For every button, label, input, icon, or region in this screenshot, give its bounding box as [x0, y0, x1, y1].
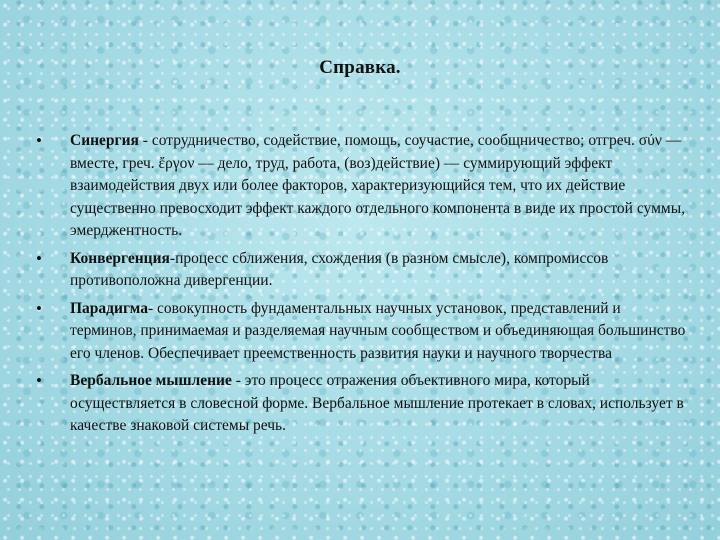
bullet-icon: •: [36, 298, 42, 318]
term-definition: -процесс сближения, схождения (в разном смысле), компромиссов противоположна дивергенции.: [70, 249, 609, 289]
bullet-icon: •: [36, 131, 42, 150]
term-definition: - совокупность фундаментальных научных установок, представлений и терминов, принимаемая и разделяемая научным сообществом и объединяющая большинство его членов. Обеспечивает преемственность развития науки и научного творчества: [70, 299, 686, 362]
term-label: Парадигма: [70, 299, 148, 317]
slide-title: Справка.: [319, 57, 401, 78]
list-item-convergence: [36, 248, 686, 293]
bullet-icon: •: [36, 371, 42, 390]
term-definition: - сотрудничество, содействие, помощь, соучастие, сообщничество; отгреч. σύν — вместе, греч. ἔργον — дело, труд, работа, (воз)действие) — суммирующий эффект взаимодействия двух или более факторов, характеризующийся тем, что их действие существенно превосходит эффект каждого отдельного компонента в виде их простой суммы, эмерджентность.: [70, 132, 685, 239]
term-label: Синергия: [70, 132, 139, 149]
bullet-icon: •: [36, 248, 42, 268]
term-label: Вербальное мышление: [70, 372, 232, 389]
list-item-synergy: [36, 130, 686, 243]
list-item-paradigm: [36, 298, 686, 366]
term-label: Конвергенция: [70, 249, 170, 267]
term-definition: - это процесс отражения объективного мира, который осуществляется в словесной форме. Вербальное мышление протекает в словах, использует в качестве знаковой системы речь.: [70, 372, 684, 434]
definitions-list: [36, 130, 686, 443]
list-item-verbal-thinking: [36, 370, 686, 438]
